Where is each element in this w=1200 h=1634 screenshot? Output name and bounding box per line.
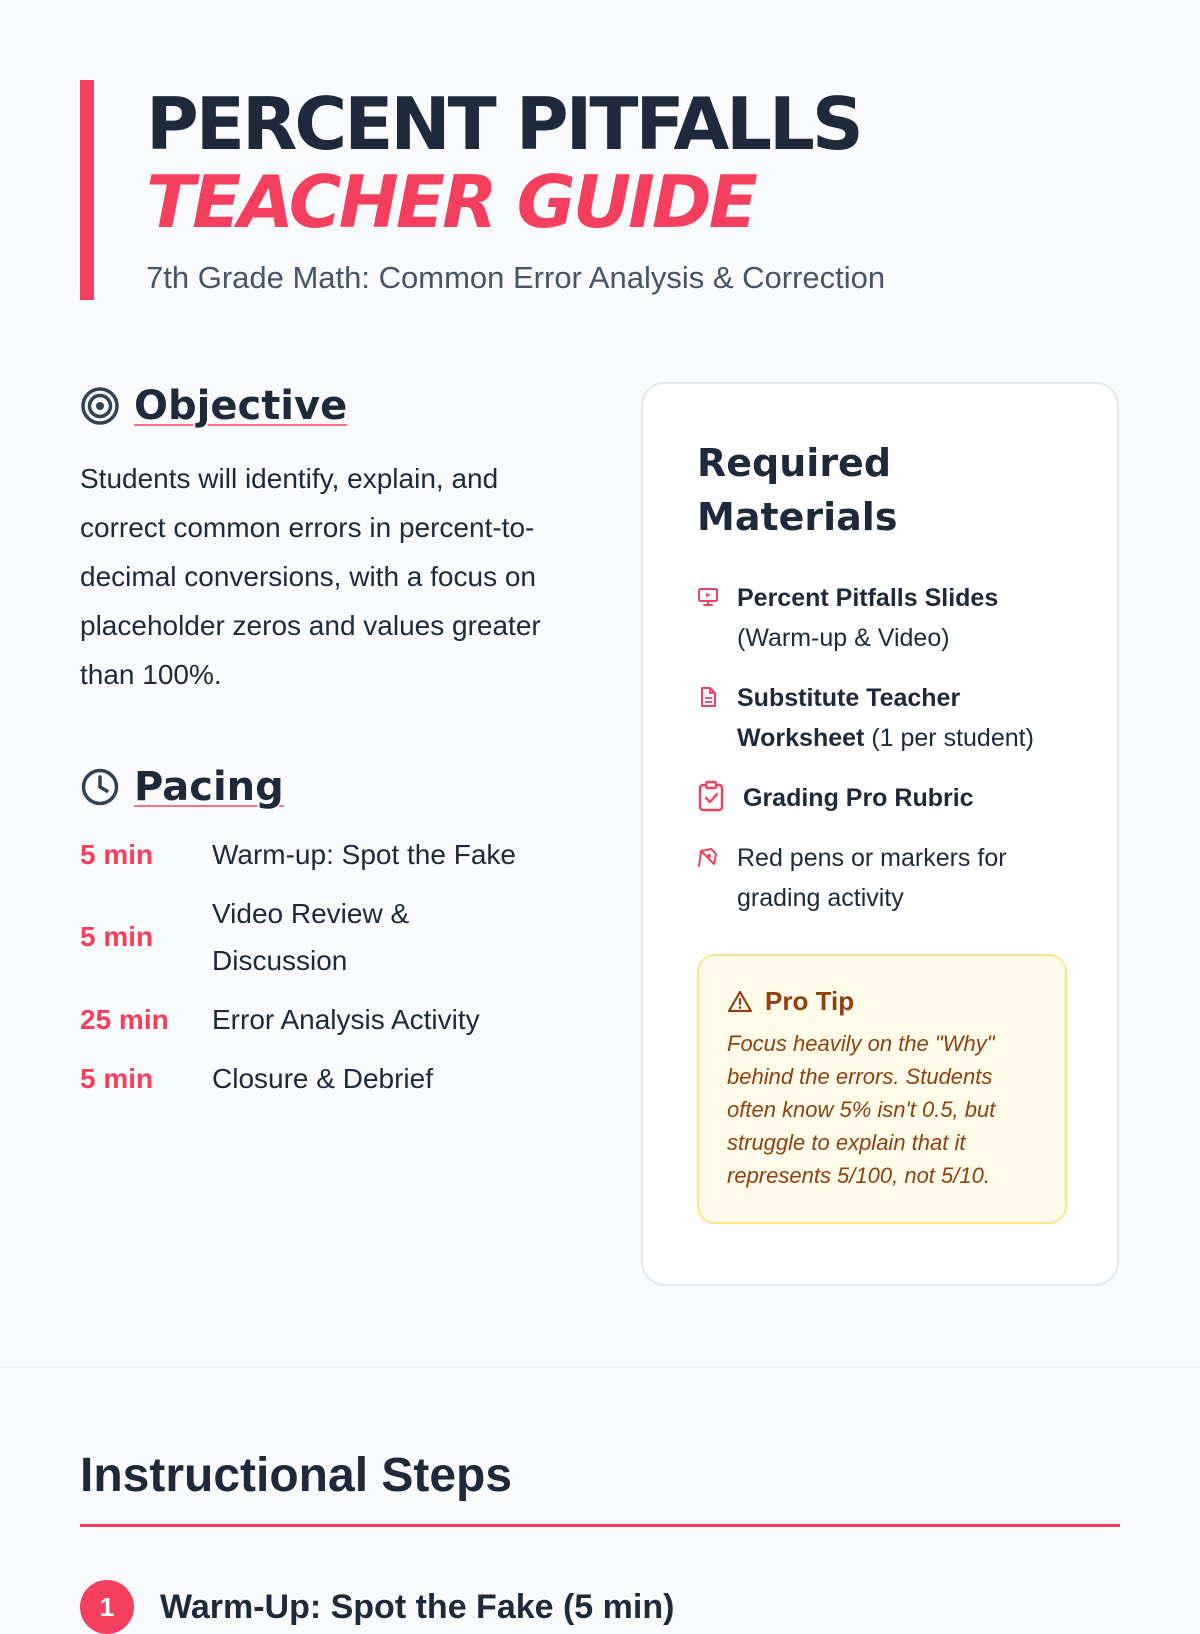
objective-title: Objective	[134, 383, 348, 429]
material-item	[697, 578, 1065, 658]
pacing-title: Pacing	[134, 764, 284, 810]
objective-heading	[80, 378, 570, 434]
clipboard-check-icon	[697, 780, 725, 812]
material-name: Percent Pitfalls Slides	[737, 584, 999, 612]
pacing-activity: Video Review & Discussion	[212, 898, 410, 976]
material-item	[697, 678, 1065, 758]
guide-header	[80, 80, 1040, 300]
target-icon	[80, 386, 120, 426]
pacing-time: 25 min	[80, 1003, 169, 1035]
material-detail: (Warm-up & Video)	[737, 624, 950, 652]
title-line-1: PERCENT PITFALLS	[146, 82, 861, 166]
materials-card	[641, 382, 1119, 1286]
step-item	[80, 1580, 674, 1634]
pacing-activity: Warm-up: Spot the Fake	[212, 839, 516, 870]
left-column	[80, 378, 570, 1114]
material-detail: Red pens or markers for grading activity	[737, 844, 1007, 912]
material-detail: (1 per student)	[871, 724, 1034, 752]
subtitle: 7th Grade Math: Common Error Analysis & Correction	[146, 260, 886, 295]
title-line-2: TEACHER GUIDE	[146, 160, 755, 244]
pen-icon	[697, 846, 719, 868]
document-icon	[697, 686, 719, 708]
objective-text: Students will identify, explain, and correct common errors in percent-to-decimal conversions, with a focus on placeholder zeros and values greater than 100%.	[80, 463, 541, 690]
pro-tip-box	[697, 954, 1067, 1224]
pacing-time: 5 min	[80, 921, 154, 952]
steps-title-rule	[80, 1524, 1120, 1527]
pro-tip-heading	[727, 986, 1037, 1017]
step-number-badge: 1	[80, 1580, 134, 1634]
pacing-list	[80, 831, 570, 1102]
material-name: Grading Pro Rubric	[743, 784, 974, 812]
material-item	[697, 838, 1065, 918]
pacing-row	[80, 1055, 570, 1102]
instructional-steps-title: Instructional Steps	[80, 1449, 513, 1502]
pacing-row	[80, 831, 570, 878]
material-item	[697, 778, 1065, 818]
materials-list	[697, 578, 1065, 918]
pacing-row	[80, 890, 570, 984]
clock-icon	[80, 767, 120, 807]
pro-tip-text: Focus heavily on the "Why" behind the errors. Students often know 5% isn't 0.5, but struggle to explain that it represents 5/100, not 5/10.	[727, 1031, 996, 1188]
material-name: Substitute Teacher Worksheet	[737, 684, 961, 752]
warning-icon	[727, 989, 753, 1015]
step-title: Warm-Up: Spot the Fake (5 min)	[160, 1587, 675, 1626]
presentation-icon	[697, 586, 719, 608]
section-divider	[0, 1366, 1200, 1368]
materials-title: Required Materials	[697, 441, 898, 539]
pacing-heading	[80, 759, 570, 815]
pro-tip-title: Pro Tip	[765, 986, 855, 1016]
pacing-time: 5 min	[80, 838, 154, 870]
pacing-row	[80, 996, 570, 1043]
pacing-activity: Closure & Debrief	[212, 1063, 433, 1094]
pacing-time: 5 min	[80, 1062, 154, 1094]
pacing-activity: Error Analysis Activity	[212, 1004, 480, 1035]
